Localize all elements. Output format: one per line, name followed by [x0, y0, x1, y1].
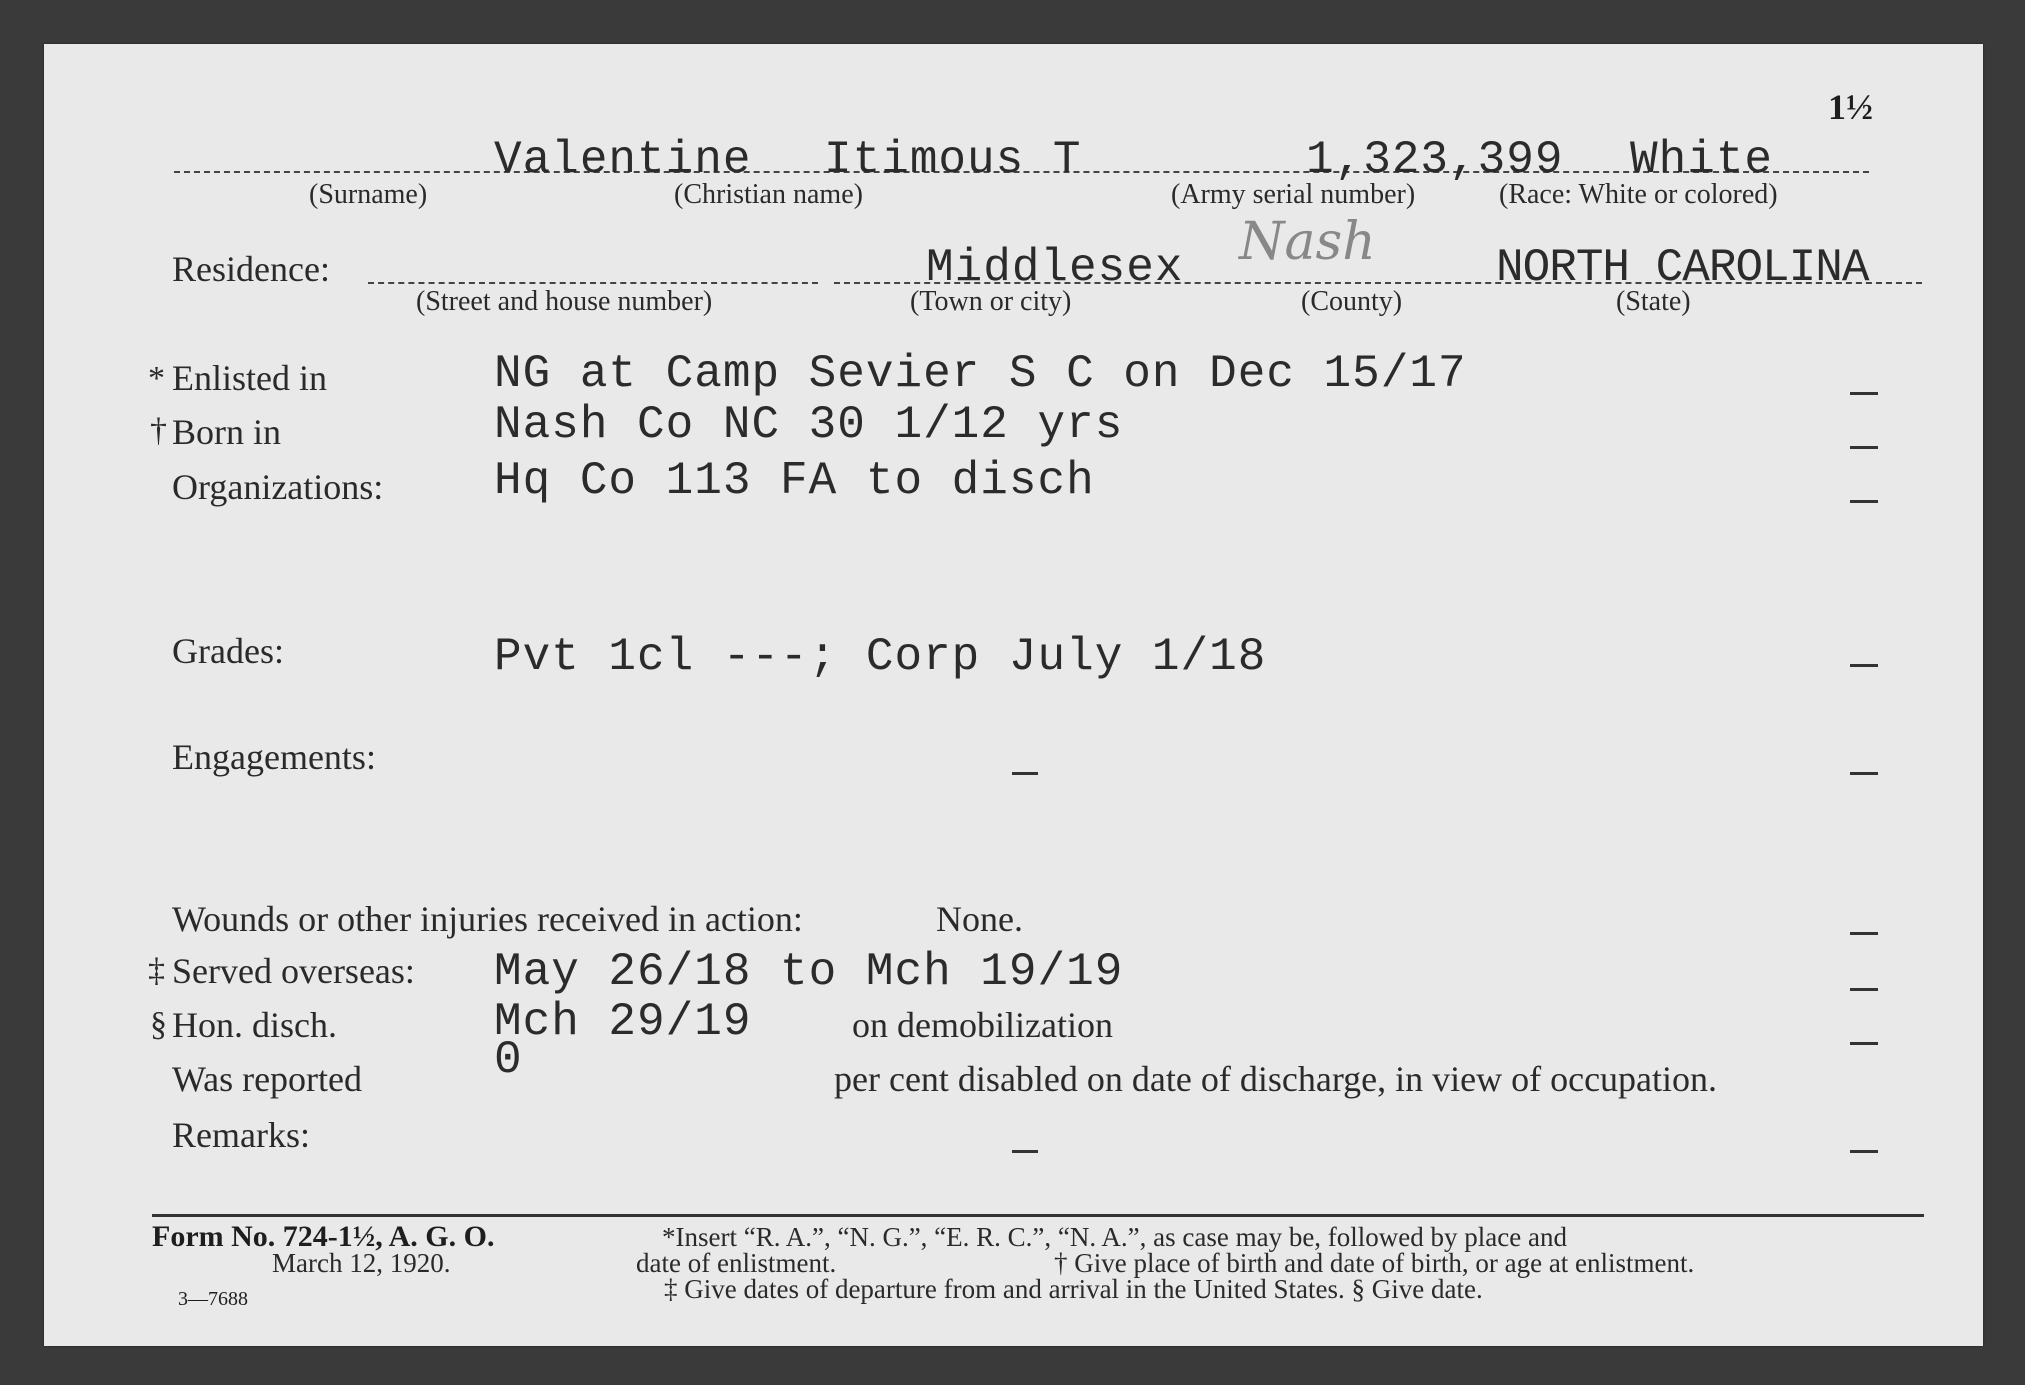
overseas-end-dash	[1850, 988, 1878, 991]
form-number: Form No. 724-1½, A. G. O.	[152, 1220, 495, 1253]
card-number: 1½	[1828, 87, 1873, 127]
footnote-dagger: † Give place of birth and date of birth, or age at enlistment.	[1054, 1248, 1695, 1278]
organizations-end-dash	[1850, 500, 1878, 503]
grades-label: Grades:	[172, 631, 284, 671]
street-caption: (Street and house number)	[416, 286, 713, 317]
wounds-end-dash	[1850, 932, 1878, 935]
surname-value: Valentine	[494, 134, 752, 186]
wounds-value: None.	[936, 899, 1023, 939]
footnote-double-dagger: ‡ Give dates of departure from and arrival in the United States. § Give date.	[664, 1274, 1483, 1304]
christian-name-value: Itimous T	[824, 134, 1082, 186]
enlisted-end-dash	[1850, 392, 1878, 395]
remarks-label: Remarks:	[172, 1115, 310, 1155]
born-dagger: †	[150, 412, 167, 449]
print-code: 3—7688	[178, 1288, 248, 1310]
reported-value: 0	[494, 1034, 523, 1086]
county-handwritten-value: Nash	[1239, 212, 1376, 272]
county-caption: (County)	[1301, 286, 1403, 317]
engagements-blank-dash	[1012, 772, 1038, 775]
serial-number-caption: (Army serial number)	[1171, 179, 1416, 210]
discharge-section-mark: §	[150, 1006, 167, 1043]
born-value: Nash Co NC 30 1/12 yrs	[494, 399, 1124, 451]
serial-number-value: 1,323,399	[1306, 134, 1564, 186]
race-caption: (Race: White or colored)	[1499, 179, 1778, 210]
wounds-label: Wounds or other injuries received in action:	[172, 899, 803, 939]
race-value: White	[1630, 134, 1774, 186]
christian-name-caption: (Christian name)	[674, 179, 863, 210]
state-value: NORTH CAROLINA	[1496, 242, 1869, 294]
remarks-blank-dash	[1012, 1150, 1038, 1153]
discharge-label: Hon. disch.	[172, 1005, 337, 1045]
overseas-double-dagger: ‡	[148, 952, 165, 989]
engagements-label: Engagements:	[172, 737, 376, 777]
residence-label: Residence:	[172, 249, 330, 289]
organizations-label: Organizations:	[172, 467, 384, 507]
enlisted-value: NG at Camp Sevier S C on Dec 15/17	[494, 348, 1467, 400]
footer-rule	[152, 1214, 1924, 1217]
remarks-end-dash	[1850, 1150, 1878, 1153]
state-caption: (State)	[1616, 286, 1691, 317]
town-caption: (Town or city)	[910, 286, 1072, 317]
form-date: March 12, 1920.	[272, 1248, 451, 1278]
footnote-asterisk: *Insert “R. A.”, “N. G.”, “E. R. C.”, “N. A.”, as case may be, followed by place and	[662, 1222, 1567, 1252]
organizations-value: Hq Co 113 FA to disch	[494, 455, 1095, 507]
surname-caption: (Surname)	[309, 179, 428, 210]
discharge-note: on demobilization	[852, 1005, 1113, 1045]
grades-value: Pvt 1cl ---; Corp July 1/18	[494, 631, 1267, 683]
grades-end-dash	[1850, 664, 1878, 667]
overseas-label: Served overseas:	[172, 951, 415, 991]
enlisted-label: Enlisted in	[172, 358, 327, 398]
discharge-value: Mch 29/19	[494, 996, 752, 1048]
footnote-enlistment-date: date of enlistment.	[636, 1248, 837, 1278]
born-label: Born in	[172, 412, 282, 452]
engagements-end-dash	[1850, 772, 1878, 775]
reported-label: Was reported	[172, 1059, 363, 1099]
overseas-value: May 26/18 to Mch 19/19	[494, 946, 1124, 998]
born-end-dash	[1850, 446, 1878, 449]
enlisted-asterisk: *	[148, 360, 165, 397]
residence-line-street	[368, 282, 818, 284]
service-record-card	[44, 44, 1983, 1346]
discharge-end-dash	[1850, 1042, 1878, 1045]
town-value: Middlesex	[926, 242, 1184, 294]
reported-note: per cent disabled on date of discharge, in view of occupation.	[834, 1059, 1718, 1099]
